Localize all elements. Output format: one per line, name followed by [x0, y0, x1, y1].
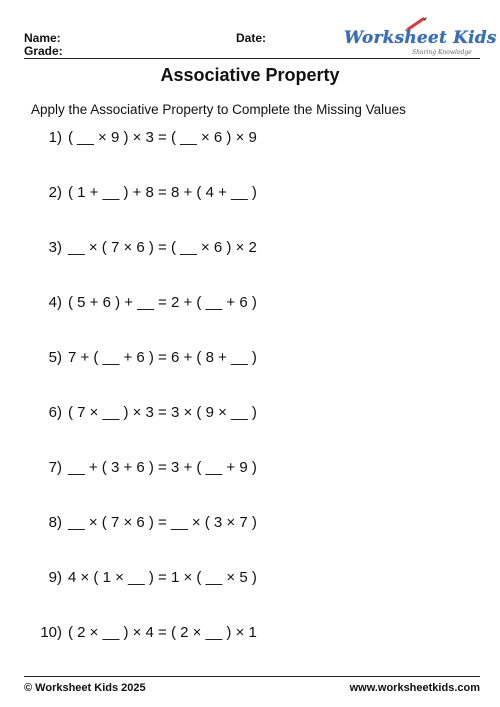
name-label: Name: [24, 31, 61, 45]
grade-label: Grade: [24, 44, 63, 58]
problem-expression: __ × ( 7 × 6 ) = ( __ × 6 ) × 2 [68, 239, 257, 256]
date-label: Date: [236, 31, 267, 45]
website-link[interactable]: www.worksheetkids.com [349, 682, 480, 694]
problem-number: 2) [48, 184, 62, 201]
problem-number: 7) [48, 459, 62, 476]
problem-item [30, 459, 257, 477]
problem-expression: ( 2 × __ ) × 4 = ( 2 × __ ) × 1 [68, 624, 257, 641]
problem-item [30, 514, 257, 532]
logo-text: Worksheet Kids [344, 28, 497, 48]
problem-expression: __ + ( 3 + 6 ) = 3 + ( __ + 9 ) [68, 459, 257, 476]
copyright-text: © Worksheet Kids 2025 [24, 682, 146, 694]
problem-number: 9) [48, 569, 62, 586]
problem-item [30, 404, 257, 422]
problem-item [30, 184, 257, 202]
problem-expression: ( 1 + __ ) + 8 = 8 + ( 4 + __ ) [68, 184, 257, 201]
problem-number: 8) [48, 514, 62, 531]
logo-tagline: Sharing Knowledge [412, 49, 472, 56]
problem-item [30, 294, 257, 312]
problem-number: 1) [48, 129, 62, 146]
problem-expression: ( 5 + 6 ) + __ = 2 + ( __ + 6 ) [68, 294, 257, 311]
footer-divider [24, 676, 480, 677]
problem-item [30, 129, 257, 147]
problem-number: 4) [48, 294, 62, 311]
problem-item [30, 239, 257, 257]
problem-number: 10) [40, 624, 62, 641]
problem-expression: 4 × ( 1 × __ ) = 1 × ( __ × 5 ) [68, 569, 257, 586]
problem-number: 3) [48, 239, 62, 256]
page-title: Associative Property [160, 65, 340, 85]
problem-expression: __ × ( 7 × 6 ) = __ × ( 3 × 7 ) [68, 514, 257, 531]
problem-expression: ( 7 × __ ) × 3 = 3 × ( 9 × __ ) [68, 404, 257, 421]
problem-expression: ( __ × 9 ) × 3 = ( __ × 6 ) × 9 [68, 129, 257, 146]
problem-number: 6) [48, 404, 62, 421]
problem-number: 5) [48, 349, 62, 366]
problem-item [30, 349, 257, 367]
problem-item [26, 624, 257, 642]
problem-expression: 7 + ( __ + 6 ) = 6 + ( 8 + __ ) [68, 349, 257, 366]
problem-item [30, 569, 257, 587]
instructions: Apply the Associative Property to Complete the Missing Values [31, 102, 406, 117]
